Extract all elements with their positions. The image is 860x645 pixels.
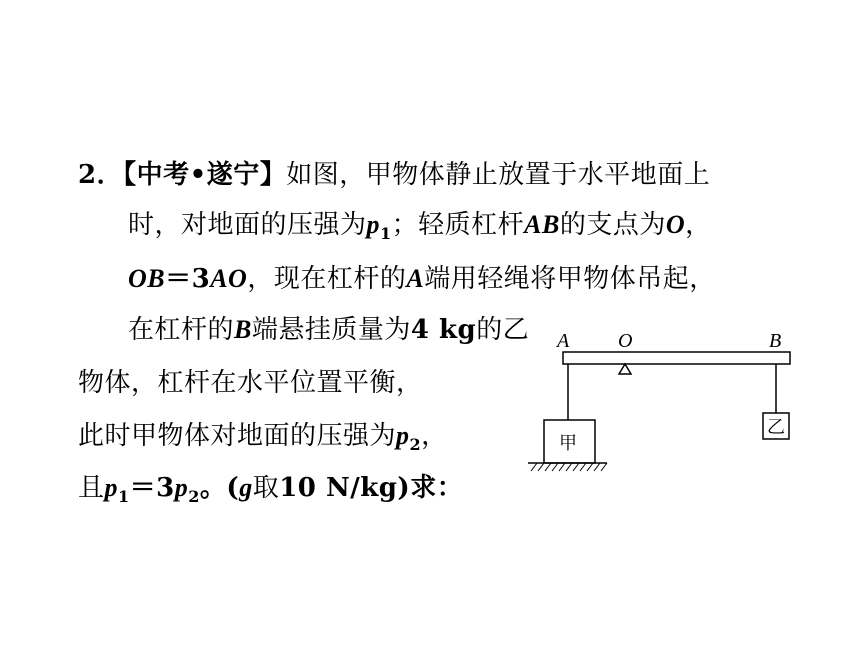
sub: 1 xyxy=(118,487,130,506)
text: 时，对地面的压强为 xyxy=(128,210,367,240)
problem-line-6 xyxy=(78,419,448,462)
var-a: A xyxy=(406,264,425,293)
var-g: g xyxy=(239,473,253,502)
block-yi-label: 乙 xyxy=(767,417,785,438)
sub: 1 xyxy=(380,224,392,243)
lever-diagram xyxy=(515,320,805,480)
problem-source: 【中考•遂宁】 xyxy=(123,160,287,190)
label-b: B xyxy=(769,330,782,352)
ground-hatch xyxy=(531,463,607,471)
problem-line-3 xyxy=(128,262,716,296)
var-ab: AB xyxy=(524,210,560,239)
text: 取 xyxy=(252,473,280,503)
var-p: p xyxy=(104,473,119,502)
text: )求： xyxy=(397,473,464,503)
text: ＝3 xyxy=(129,473,175,503)
fulcrum xyxy=(619,364,631,374)
text: ，现在杠杆的 xyxy=(247,264,407,294)
sub: 2 xyxy=(409,435,422,454)
var-p: p xyxy=(174,473,189,502)
text: ＝3 xyxy=(165,264,211,294)
text: 且 xyxy=(78,473,105,503)
g-value: 10 N/kg xyxy=(279,473,398,503)
text: 物体，杠杆在水平位置平衡， xyxy=(78,368,423,398)
text: ， xyxy=(421,421,448,451)
block-jia-label: 甲 xyxy=(559,433,577,454)
text: 在杠杆的 xyxy=(128,315,235,345)
var-p: p xyxy=(366,210,381,239)
problem-line-2 xyxy=(128,208,712,251)
line1-text: 如图，甲物体静止放置于水平地面上 xyxy=(286,160,711,190)
text: ；轻质杠杆 xyxy=(391,210,525,240)
sub: 2 xyxy=(188,487,200,506)
text: 端悬挂质量为 xyxy=(251,315,411,345)
problem-number: 2． xyxy=(78,160,124,190)
text: ， xyxy=(685,210,712,240)
label-a: A xyxy=(557,330,570,352)
var-b: B xyxy=(234,315,252,344)
problem-line-7 xyxy=(78,471,463,514)
text: 的支点为 xyxy=(559,210,666,240)
text: 的乙 xyxy=(476,315,530,345)
problem-line-1 xyxy=(78,158,710,192)
text: 此时甲物体对地面的压强为 xyxy=(78,421,397,451)
var-o: O xyxy=(665,210,686,239)
text: 端用轻绳将甲物体吊起， xyxy=(424,264,716,294)
var-ao: AO xyxy=(210,264,248,293)
text: 。( xyxy=(199,473,240,503)
lever-bar xyxy=(563,352,790,364)
problem-line-5 xyxy=(78,366,423,400)
label-o: O xyxy=(618,330,633,352)
mass-value: 4 kg xyxy=(410,315,477,345)
var-ob: OB xyxy=(128,264,166,293)
problem-line-4 xyxy=(128,313,529,347)
var-p: p xyxy=(396,421,410,450)
